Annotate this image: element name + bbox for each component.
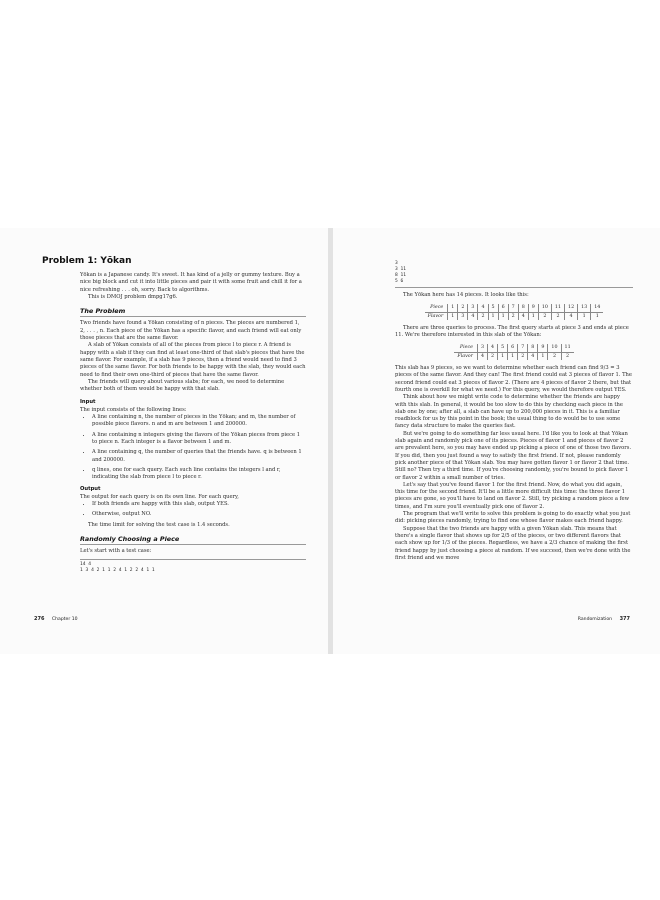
flavor-cell: 1 bbox=[591, 312, 604, 320]
explanation-paragraph: The program that we'll write to solve this problem is going to do exactly what you just did: picking pieces randomly, trying to find one whose flavor makes each friend happy. bbox=[395, 511, 631, 525]
time-limit-note: The time limit for solving the test case is 1.4 seconds. bbox=[88, 521, 230, 528]
code-line: 14 4 bbox=[80, 561, 92, 567]
piece-cell: 14 bbox=[591, 304, 604, 312]
output-item: • If both friends are happy with this slab, output YES. bbox=[92, 501, 306, 508]
yokan-table-slab bbox=[454, 344, 573, 360]
output-heading: Output bbox=[80, 486, 101, 493]
piece-cell: 7 bbox=[518, 344, 528, 352]
explanation-paragraph: This slab has 9 pieces, so we want to determine whether each friend can find 9/3 = 3 pieces of the same flavor. And they can! The first friend could eat 3 pieces of flavor 1. The second friend could eat 3 pieces of flavor 2. (There are 4 pieces of flavor 2 there, but that fourth one is overkill for what we need.) For this query, we would therefore output YES. bbox=[395, 365, 632, 393]
explanation-paragraph: Let's say that you've found flavor 1 for the first friend. Now, do what you did again, this time for the second friend. It'll be a little more difficult this time: the three flavor 1 pieces are gone, so you'll have to land on flavor 2. Still, try picking a random piece a few times, and I'm sure you'll eventually pick one of flavor 2. bbox=[395, 481, 630, 510]
problem-paragraph: The friends will query about various slabs; for each, we need to determine whether both of them would be happy with that slab. bbox=[80, 378, 285, 393]
code-line: 3 11 bbox=[395, 267, 407, 272]
piece-cell: 7 bbox=[508, 304, 518, 312]
piece-row bbox=[425, 304, 604, 312]
explanation-paragraph: Think about how we might write code to determine whether the friends are happy with this slab. In general, it would be too slow to do this by checking each piece in the slab one by one; after all, a slab can have up to 200,000 pieces in it. This is a familiar roadblock for us by this point in the book; the usual thing to do would be to use some fancy data structure to make the queries fast. bbox=[395, 394, 623, 430]
code-line: 8 11 bbox=[395, 273, 407, 278]
piece-row-label: Piece bbox=[454, 344, 477, 352]
random-heading: Randomly Choosing a Piece bbox=[80, 534, 180, 543]
piece-cell: 1 bbox=[448, 304, 458, 312]
flavor-cell: 2 bbox=[538, 312, 551, 320]
flavor-cell: 2 bbox=[561, 352, 574, 360]
piece-cell: 11 bbox=[551, 304, 564, 312]
flavor-cell: 2 bbox=[518, 352, 528, 360]
flavor-cell: 2 bbox=[488, 352, 498, 360]
book-spread bbox=[0, 228, 660, 654]
piece-cell: 4 bbox=[488, 344, 498, 352]
code-rule bbox=[80, 559, 306, 560]
page-number: 276 bbox=[34, 616, 45, 622]
flavor-row-label: Flavor bbox=[457, 353, 473, 359]
problem-paragraph: A slab of Yōkan consists of all of the pieces from piece l to piece r. A friend is happy with a slab if they can find at least one-third of that slab's pieces that have the same flavor. For example, if a slab has 9 pieces, then a friend would need to find 3 pieces of the same flavor. For both friends to be happy with the slab, they would each need to find their own one-third of pieces that have the same flavor. bbox=[80, 342, 306, 378]
input-item: • q lines, one for each query. Each such line contains the integers l and r, indicating the slab from piece l to piece r. bbox=[92, 467, 306, 482]
piece-cell: 9 bbox=[538, 344, 548, 352]
flavor-cell: 2 bbox=[548, 352, 561, 360]
flavor-cell: 1 bbox=[578, 312, 591, 320]
problem-paragraph: Two friends have found a Yōkan consisting of n pieces. The pieces are numbered 1, 2, . . . , n. Each piece of the Yōkan has a specific flavor, and each friend will eat only those pieces that are the same flavor. bbox=[80, 320, 302, 342]
right-body bbox=[395, 261, 633, 562]
chapter-label: Randomization bbox=[577, 617, 613, 622]
flavor-cell: 1 bbox=[508, 352, 518, 360]
input-heading: Input bbox=[80, 399, 96, 406]
flavor-cell: 4 bbox=[565, 312, 578, 320]
problem-heading: The Problem bbox=[80, 307, 126, 316]
piece-cell: 6 bbox=[498, 304, 508, 312]
flavor-cell: 4 bbox=[477, 352, 487, 360]
right-page bbox=[333, 228, 660, 654]
random-intro: Let's start with a test case: bbox=[80, 548, 152, 555]
piece-cell: 9 bbox=[528, 304, 538, 312]
yokan-table-full bbox=[425, 304, 604, 320]
flavor-cell: 4 bbox=[468, 312, 478, 320]
flavor-cell: 2 bbox=[478, 312, 488, 320]
flavor-row bbox=[454, 352, 573, 360]
flavor-cell: 1 bbox=[488, 312, 498, 320]
flavor-cell: 1 bbox=[448, 312, 458, 320]
explanation-paragraph: Suppose that the two friends are happy with a given Yōkan slab. This means that there's a single flavor that shows up for 2/5 of the pieces, or two different flavors that each show up for 1/3 of the pieces. Regardless, we have a 2/3 chance of making the first friend happy by just choosing a piece at random. If we succeed, then we're done with the first friend and we move bbox=[395, 525, 631, 561]
problem-source-note: This is DMOJ problem dmpg17g6. bbox=[88, 293, 178, 300]
input-item: • A line containing n integers giving the flavors of the Yōkan pieces from piece 1 to piece n. Each integer is a flavor between 1 and m. bbox=[92, 432, 306, 447]
query-description: There are three queries to process. The first query starts at piece 3 and ends at piece 11. We're therefore interested in this slab of the Yōkan: bbox=[395, 324, 629, 339]
code-line: 3 bbox=[395, 261, 398, 266]
piece-cell: 11 bbox=[561, 344, 574, 352]
flavor-cell: 1 bbox=[538, 352, 548, 360]
piece-cell: 10 bbox=[548, 344, 561, 352]
piece-cell: 13 bbox=[578, 304, 591, 312]
flavor-cell: 2 bbox=[551, 312, 564, 320]
yokan-description: The Yōkan here has 14 pieces. It looks like this: bbox=[403, 292, 529, 298]
intro-paragraph: Yōkan is a Japanese candy. It's sweet. It has kind of a jelly or gummy texture. Buy a nice big block and cut it into little pieces and pair it with some fruit and chill it for a nice refreshing . . . oh, sorry. Back to algorithms. bbox=[80, 272, 302, 293]
output-intro: The output for each query is on its own line. For each query, bbox=[80, 493, 239, 500]
heading-rule bbox=[80, 316, 306, 317]
page-number: 377 bbox=[619, 616, 630, 622]
left-footer bbox=[34, 616, 78, 622]
code-line: 5 6 bbox=[395, 279, 404, 284]
flavor-cell: 4 bbox=[528, 352, 538, 360]
explanation-paragraph: But we're going to do something far less usual here. I'd like you to look at that Yōkan slab again and randomly pick one of its pieces. Pieces of flavor 1 and pieces of flavor 2 are prevalent here, so you may have ended up picking a piece of one of those two flavors. If you did, then you just found a way to satisfy the first friend. If not, please randomly pick another piece of that Yōkan slab. You may have gotten flavor 1 or flavor 2 that time. Still no? Then try a third time. If you're choosing randomly, you're bound to pick flavor 1 or flavor 2 within a small number of tries. bbox=[395, 430, 632, 481]
input-intro: The input consists of the following lines: bbox=[80, 406, 187, 413]
left-body bbox=[80, 272, 306, 574]
problem-title: Problem 1: Yōkan bbox=[42, 256, 132, 266]
piece-row-label: Piece bbox=[425, 304, 448, 312]
piece-cell: 3 bbox=[468, 304, 478, 312]
piece-cell: 5 bbox=[488, 304, 498, 312]
output-list bbox=[80, 501, 306, 519]
flavor-cell: 1 bbox=[498, 312, 508, 320]
flavor-cell: 2 bbox=[508, 312, 518, 320]
piece-cell: 3 bbox=[477, 344, 487, 352]
piece-cell: 8 bbox=[518, 304, 528, 312]
flavor-row bbox=[425, 312, 604, 320]
flavor-cell: 1 bbox=[528, 312, 538, 320]
piece-cell: 2 bbox=[458, 304, 468, 312]
piece-cell: 12 bbox=[565, 304, 578, 312]
flavor-cell: 1 bbox=[498, 352, 508, 360]
piece-row bbox=[454, 344, 573, 352]
flavor-cell: 4 bbox=[518, 312, 528, 320]
chapter-label: Chapter 10 bbox=[51, 617, 78, 622]
piece-cell: 5 bbox=[498, 344, 508, 352]
piece-cell: 6 bbox=[508, 344, 518, 352]
left-page bbox=[0, 228, 328, 654]
input-list bbox=[80, 414, 306, 481]
code-line: 1 3 4 2 1 1 2 4 1 2 2 4 1 1 bbox=[80, 567, 155, 573]
flavor-cell: 3 bbox=[458, 312, 468, 320]
heading-rule bbox=[80, 544, 306, 545]
output-item: • Otherwise, output NO. bbox=[92, 511, 306, 518]
code-rule bbox=[395, 287, 633, 288]
right-footer bbox=[578, 616, 630, 622]
input-item: • A line containing q, the number of queries that the friends have. q is between 1 and 200000. bbox=[92, 449, 306, 464]
piece-cell: 4 bbox=[478, 304, 488, 312]
piece-cell: 10 bbox=[538, 304, 551, 312]
input-item: • A line containing n, the number of pieces in the Yōkan; and m, the number of possible piece flavors. n and m are between 1 and 200000. bbox=[92, 414, 306, 429]
flavor-row-label: Flavor bbox=[427, 313, 444, 319]
piece-cell: 8 bbox=[528, 344, 538, 352]
